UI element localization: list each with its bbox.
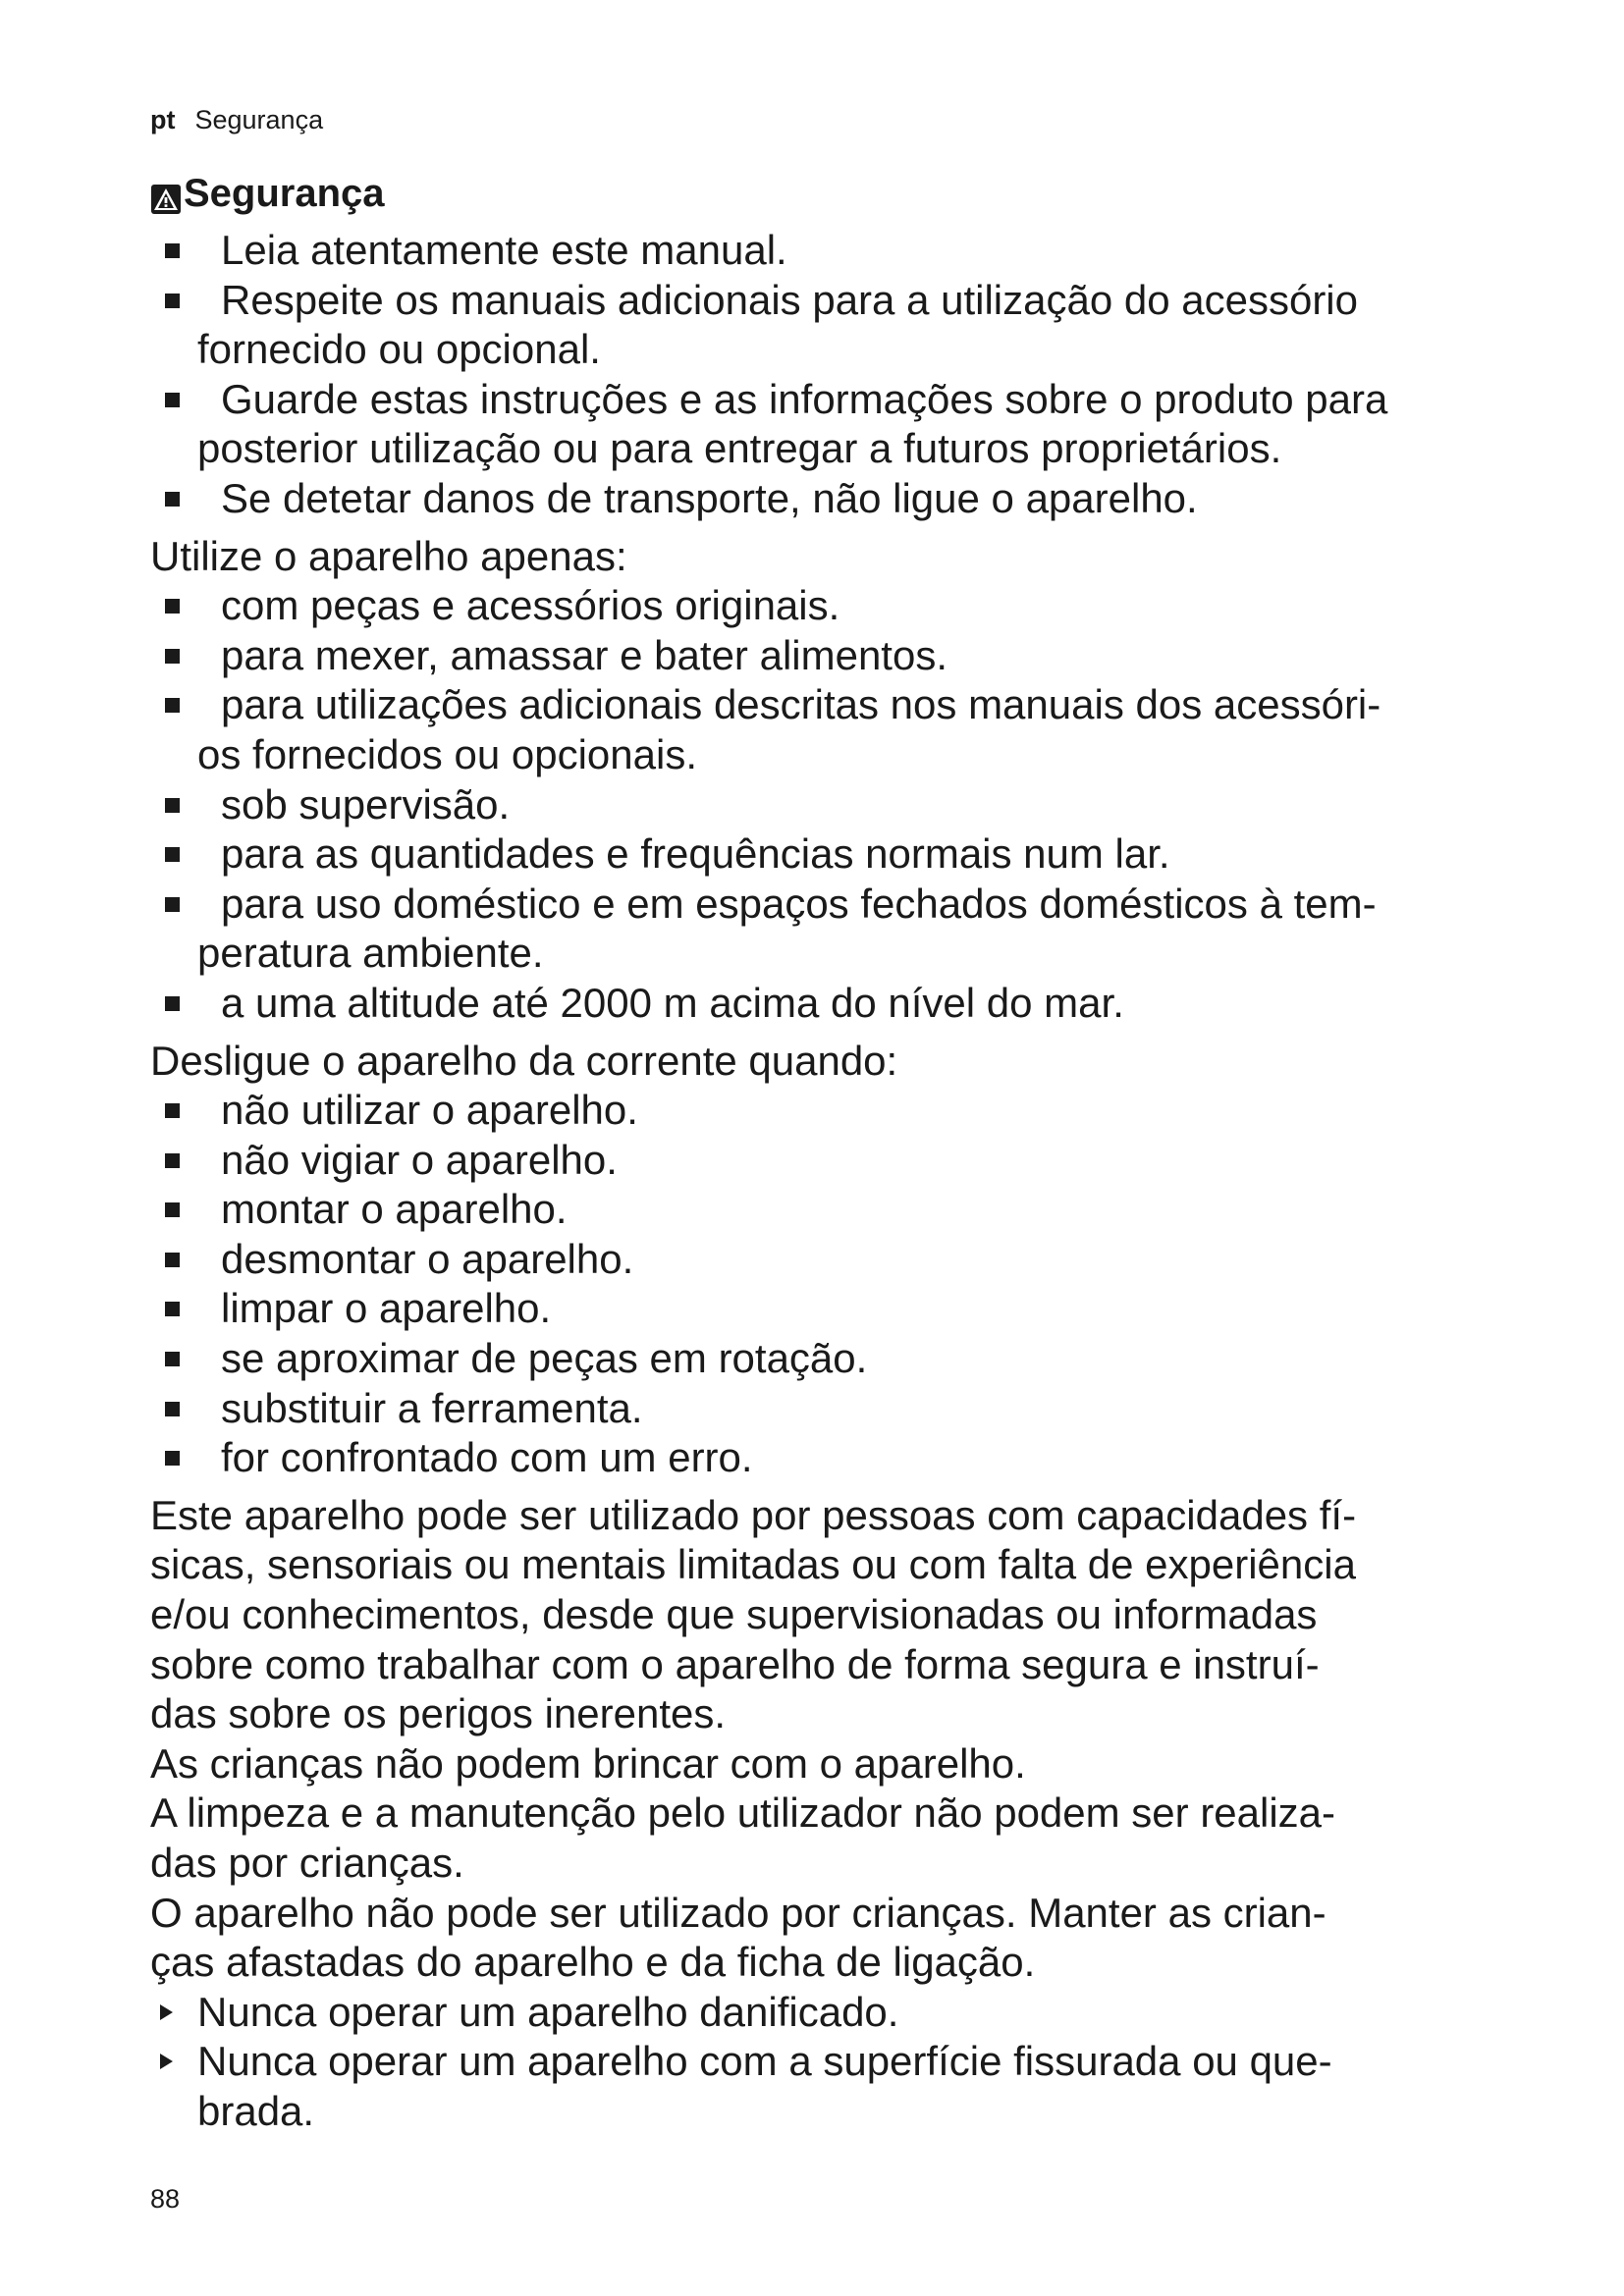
paragraph-cleaning: A limpeza e a manutenção pelo utilizador não podem ser realiza- das por crianças. — [150, 1789, 1336, 1886]
language-code: pt — [150, 105, 176, 134]
disconnect-intro: Desligue o aparelho da corrente quando: — [150, 1037, 898, 1084]
list-item: para as quantidades e frequências normais num lar. — [150, 829, 1525, 880]
list-item: montar o aparelho. — [150, 1185, 1525, 1235]
page-number: 88 — [150, 2184, 181, 2214]
list-item: a uma altitude até 2000 m acima do nível do mar. — [150, 979, 1525, 1029]
list-item: para mexer, amassar e bater alimentos. — [150, 631, 1525, 681]
list-item: Se detetar danos de transporte, não ligue o aparelho. — [150, 474, 1525, 524]
list-item: para utilizações adicionais descritas nos manuais dos acessóri- os fornecidos ou opcionais. — [150, 680, 1525, 779]
list-item: substituir a ferramenta. — [150, 1384, 1525, 1434]
paragraph-children-play: As crianças não podem brincar com o aparelho. — [150, 1739, 1026, 1787]
paragraph-capabilities: Este aparelho pode ser utilizado por pessoas com capacidades fí- sicas, sensoriais ou mentais limitadas ou com falta de experiência e/ou conhecimentos, desde que supervisionadas ou informadas sobre como trabalhar com o aparelho de forma segura e instruí- das sobre os perigos inerentes. — [150, 1491, 1357, 1737]
list-item: Guarde estas instruções e as informações sobre o produto para posterior utilização ou para entregar a futuros proprietários. — [150, 375, 1525, 474]
list-item: for confrontado com um erro. — [150, 1433, 1525, 1483]
action-list — [150, 1988, 1525, 2137]
header-section: Segurança — [194, 105, 324, 134]
use-conditions-list — [150, 581, 1525, 1028]
list-item: Respeite os manuais adicionais para a utilização do acessório fornecido ou opcional. — [150, 276, 1525, 375]
list-item: para uso doméstico e em espaços fechados domésticos à tem- peratura ambiente. — [150, 880, 1525, 979]
running-header — [150, 102, 323, 137]
list-item: se aproximar de peças em rotação. — [150, 1334, 1525, 1384]
list-item: limpar o aparelho. — [150, 1284, 1525, 1334]
list-item: desmontar o aparelho. — [150, 1235, 1525, 1285]
action-item: Nunca operar um aparelho danificado. — [150, 1988, 1525, 2038]
warning-triangle-icon — [150, 178, 182, 209]
safety-content — [150, 226, 1525, 2137]
paragraph-children-use: O aparelho não pode ser utilizado por crianças. Manter as crian- ças afastadas do aparelho e da ficha de ligação. — [150, 1889, 1326, 1986]
disconnect-conditions-list — [150, 1086, 1525, 1483]
list-item: não vigiar o aparelho. — [150, 1136, 1525, 1186]
list-item: Leia atentamente este manual. — [150, 226, 1525, 276]
use-intro: Utilize o aparelho apenas: — [150, 532, 627, 579]
page-title: Segurança — [184, 172, 385, 215]
general-instructions-list — [150, 226, 1525, 524]
action-item: Nunca operar um aparelho com a superfície fissurada ou que- brada. — [150, 2037, 1525, 2136]
list-item: sob supervisão. — [150, 780, 1525, 830]
list-item: não utilizar o aparelho. — [150, 1086, 1525, 1136]
list-item: com peças e acessórios originais. — [150, 581, 1525, 631]
section-title — [150, 169, 385, 218]
